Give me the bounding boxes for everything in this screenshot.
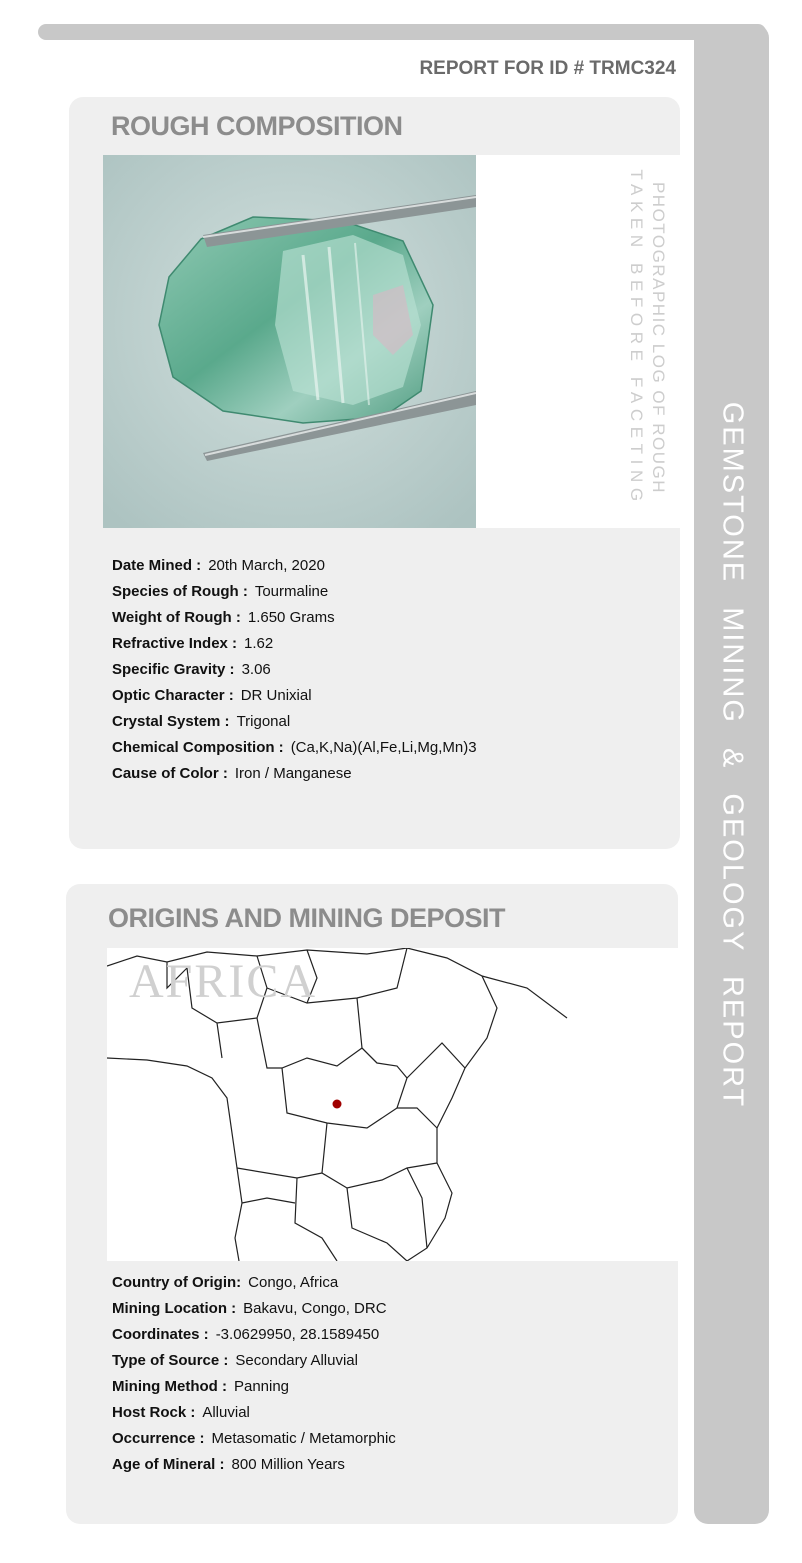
detail-row-occurrence xyxy=(112,1426,396,1452)
detail-row-refractive-index xyxy=(112,631,477,657)
detail-row-species xyxy=(112,579,477,605)
detail-key: Cause of Color : xyxy=(112,765,228,782)
map-region-label: AFRICA xyxy=(129,955,318,1008)
detail-value: DR Unixial xyxy=(240,687,312,704)
rough-details-list xyxy=(112,553,477,787)
detail-value: 800 Million Years xyxy=(231,1456,345,1473)
origin-details-list xyxy=(112,1270,396,1478)
detail-row-chemical-composition xyxy=(112,735,477,761)
detail-value: Tourmaline xyxy=(254,583,329,600)
report-id-heading: REPORT FOR ID # TRMC324 xyxy=(419,58,676,79)
detail-key: Coordinates : xyxy=(112,1326,209,1343)
detail-key: Date Mined : xyxy=(112,557,202,574)
photo-caption xyxy=(625,169,669,506)
detail-value: Secondary Alluvial xyxy=(235,1352,358,1369)
detail-row-crystal-system xyxy=(112,709,477,735)
top-decorative-bar xyxy=(38,24,766,40)
rough-composition-title: ROUGH COMPOSITION xyxy=(111,111,403,141)
origins-title: ORIGINS AND MINING DEPOSIT xyxy=(108,903,506,933)
detail-value: 3.06 xyxy=(241,661,271,678)
detail-value: Bakavu, Congo, DRC xyxy=(243,1300,387,1317)
detail-row-mining-location xyxy=(112,1296,396,1322)
detail-key: Specific Gravity : xyxy=(112,661,235,678)
detail-key: Country of Origin: xyxy=(112,1274,242,1291)
mining-location-marker xyxy=(333,1100,342,1109)
africa-map xyxy=(107,948,678,1261)
detail-row-age xyxy=(112,1452,396,1478)
detail-value: 20th March, 2020 xyxy=(208,557,325,574)
detail-key: Mining Location : xyxy=(112,1300,237,1317)
detail-key: Occurrence : xyxy=(112,1430,205,1447)
detail-key: Refractive Index : xyxy=(112,635,238,652)
detail-value: Metasomatic / Metamorphic xyxy=(211,1430,396,1447)
detail-key: Chemical Composition : xyxy=(112,739,284,756)
detail-row-weight xyxy=(112,605,477,631)
detail-value: Panning xyxy=(233,1378,290,1395)
detail-row-date-mined xyxy=(112,553,477,579)
photo-caption-line-2: TAKEN BEFORE FACETING xyxy=(627,169,646,507)
detail-key: Optic Character : xyxy=(112,687,234,704)
detail-key: Host Rock : xyxy=(112,1404,196,1421)
detail-value: -3.0629950, 28.1589450 xyxy=(215,1326,380,1343)
rough-photo-area xyxy=(103,155,680,528)
detail-row-source-type xyxy=(112,1348,396,1374)
detail-row-host-rock xyxy=(112,1400,396,1426)
detail-row-mining-method xyxy=(112,1374,396,1400)
photo-caption-line-1: PHOTOGRAPHIC LOG OF ROUGH xyxy=(649,181,668,495)
detail-value: Alluvial xyxy=(202,1404,250,1421)
detail-value: Congo, Africa xyxy=(248,1274,339,1291)
detail-row-cause-of-color xyxy=(112,761,477,787)
rough-gemstone-photo xyxy=(103,155,476,528)
detail-row-optic-character xyxy=(112,683,477,709)
detail-value: (Ca,K,Na)(Al,Fe,Li,Mg,Mn)3 xyxy=(290,739,477,756)
detail-row-specific-gravity xyxy=(112,657,477,683)
detail-key: Type of Source : xyxy=(112,1352,229,1369)
report-side-title: GEMSTONE MINING & GEOLOGY REPORT xyxy=(716,401,749,1109)
detail-row-country xyxy=(112,1270,396,1296)
detail-key: Crystal System : xyxy=(112,713,230,730)
detail-key: Weight of Rough : xyxy=(112,609,241,626)
detail-value: 1.650 Grams xyxy=(247,609,335,626)
detail-key: Species of Rough : xyxy=(112,583,248,600)
detail-row-coordinates xyxy=(112,1322,396,1348)
detail-value: Iron / Manganese xyxy=(234,765,352,782)
detail-key: Mining Method : xyxy=(112,1378,227,1395)
detail-value: 1.62 xyxy=(244,635,274,652)
detail-key: Age of Mineral : xyxy=(112,1456,225,1473)
detail-value: Trigonal xyxy=(236,713,291,730)
